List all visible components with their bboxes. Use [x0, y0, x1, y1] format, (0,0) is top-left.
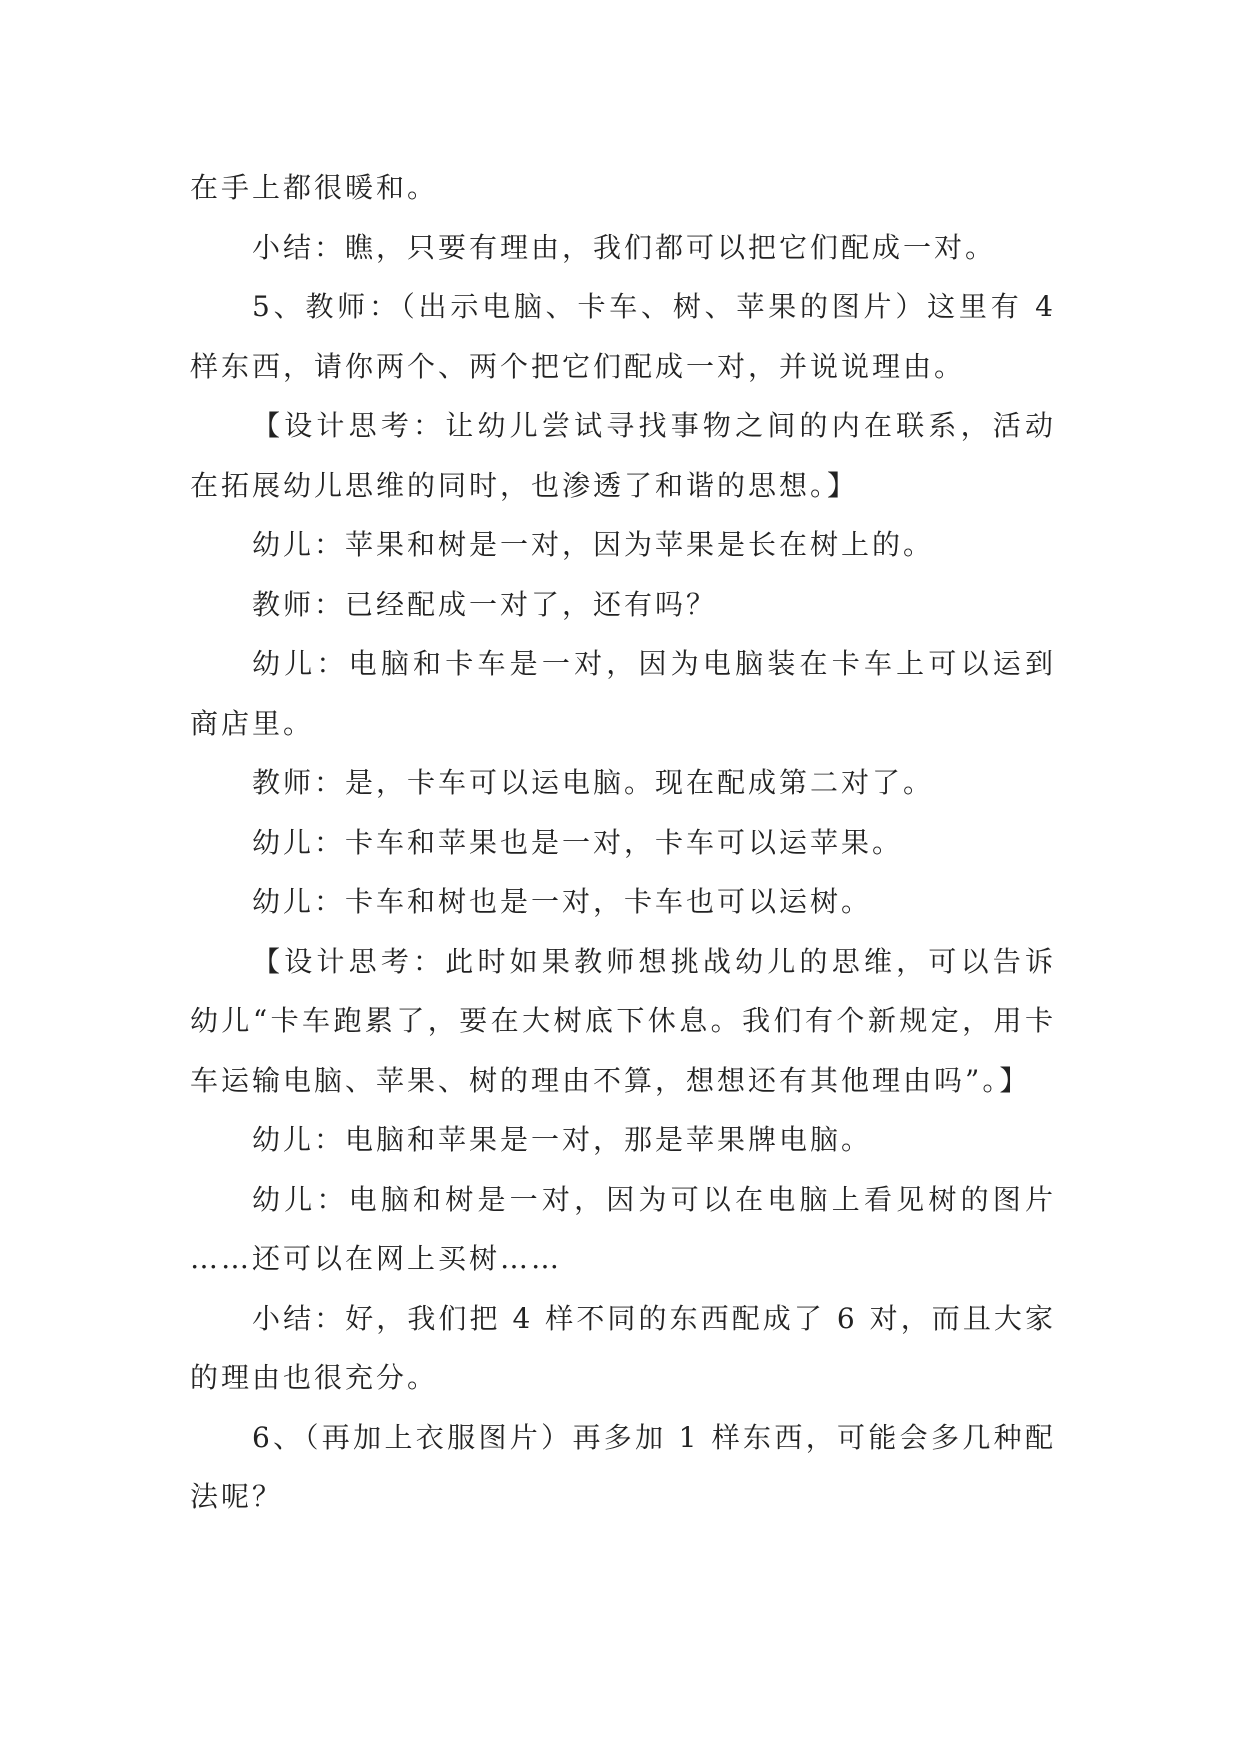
- paragraph-summary-2: 小结：好，我们把 4 样不同的东西配成了 6 对，而且大家的理由也很充分。: [190, 1301, 1056, 1394]
- paragraph-step-6: 6、（再加上衣服图片）再多加 1 样东西，可能会多几种配法呢？: [190, 1420, 1056, 1513]
- paragraph-step-5: 5、教师：（出示电脑、卡车、树、苹果的图片）这里有 4 样东西，请你两个、两个把它们配成一对，并说说理由。: [190, 290, 1056, 383]
- paragraph-teacher-reply-1: 教师：已经配成一对了，还有吗？: [252, 587, 718, 621]
- paragraph-summary-1: 小结：瞧，只要有理由，我们都可以把它们配成一对。: [252, 230, 997, 264]
- paragraph-child-reply-5: 幼儿：电脑和苹果是一对，那是苹果牌电脑。: [252, 1123, 873, 1156]
- paragraph-child-reply-2: 幼儿：电脑和卡车是一对，因为电脑装在卡车上可以运到商店里。: [190, 647, 1056, 740]
- paragraph-teacher-reply-2: 教师：是，卡车可以运电脑。现在配成第二对了。: [252, 766, 935, 799]
- paragraph-design-note-1: 【设计思考：让幼儿尝试寻找事物之间的内在联系，活动在拓展幼儿思维的同时，也渗透了和谐的思想。】: [190, 409, 1056, 502]
- paragraph-child-reply-4: 幼儿：卡车和树也是一对，卡车也可以运树。: [252, 885, 873, 918]
- document-body: [190, 158, 1056, 1527]
- paragraph-child-reply-3: 幼儿：卡车和苹果也是一对，卡车可以运苹果。: [252, 825, 904, 859]
- paragraph-child-reply-1: 幼儿：苹果和树是一对，因为苹果是长在树上的。: [252, 528, 935, 561]
- paragraph-continuation: 在手上都很暖和。: [190, 171, 439, 204]
- paragraph-child-reply-6: 幼儿：电脑和树是一对，因为可以在电脑上看见树的图片……还可以在网上买树……: [190, 1182, 1056, 1275]
- paragraph-design-note-2: 【设计思考：此时如果教师想挑战幼儿的思维，可以告诉幼儿“卡车跑累了，要在大树底下休息。我们有个新规定，用卡车运输电脑、苹果、树的理由不算，想想还有其他理由吗”。】: [190, 944, 1056, 1097]
